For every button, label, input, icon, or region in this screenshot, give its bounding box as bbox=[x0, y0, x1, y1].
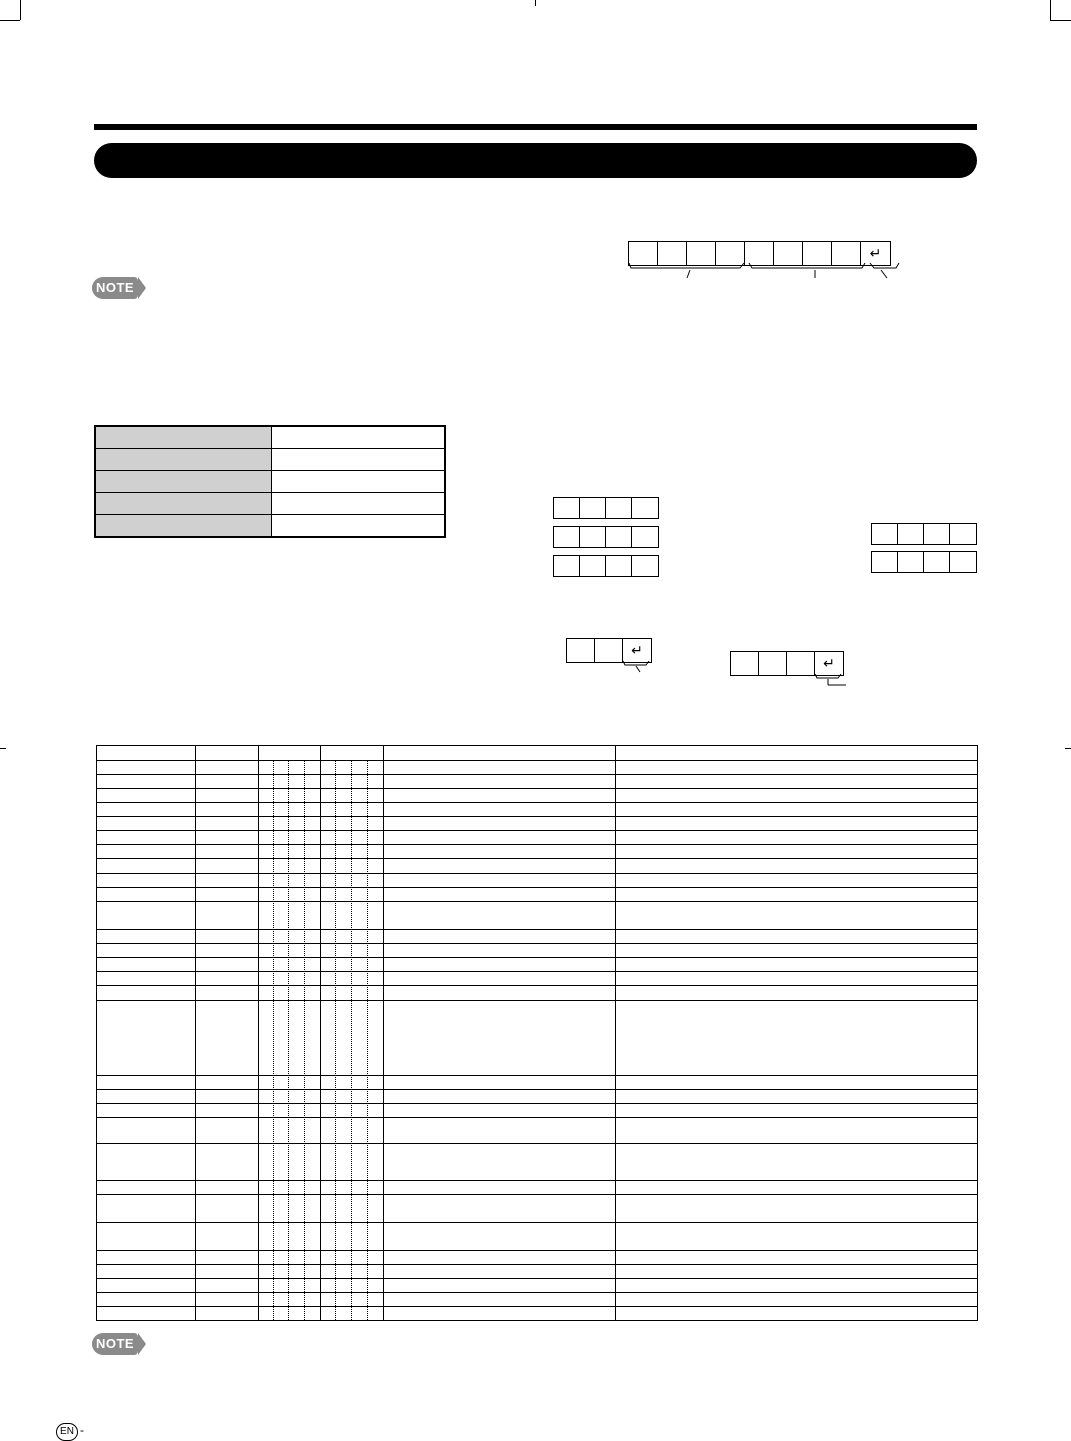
crop-mark bbox=[0, 20, 20, 21]
table-row-line bbox=[97, 774, 977, 775]
table-row-line bbox=[97, 760, 977, 761]
return-icon: ↵ bbox=[869, 245, 882, 261]
table-column-line bbox=[195, 746, 196, 1320]
crop-mark bbox=[535, 0, 536, 6]
crop-mark bbox=[0, 748, 6, 749]
table-row-line bbox=[97, 1292, 977, 1293]
table-row bbox=[95, 493, 445, 515]
return-icon: ↵ bbox=[823, 655, 835, 671]
table-subcolumn-line bbox=[351, 760, 352, 1320]
response-code-cells bbox=[553, 497, 659, 519]
table-row-line bbox=[97, 943, 977, 944]
table-row-line bbox=[97, 1103, 977, 1104]
response-code-cells bbox=[553, 526, 659, 548]
section-title-bar bbox=[94, 143, 977, 178]
table-column-line bbox=[383, 746, 384, 1320]
command-format-braces bbox=[626, 262, 906, 282]
note-badge: NOTE bbox=[92, 1333, 138, 1355]
table-column-line bbox=[258, 746, 259, 1320]
table-row-line bbox=[97, 858, 977, 859]
table-row-line bbox=[97, 844, 977, 845]
crop-mark bbox=[20, 0, 21, 20]
table-column-line bbox=[615, 746, 616, 1320]
table-subcolumn-line bbox=[288, 760, 289, 1320]
crop-mark bbox=[1050, 0, 1051, 20]
table-subcolumn-line bbox=[335, 760, 336, 1320]
table-row-line bbox=[97, 830, 977, 831]
table-row-line bbox=[97, 816, 977, 817]
table-row-line bbox=[97, 887, 977, 888]
table-row-line bbox=[97, 1117, 977, 1118]
table-row-line bbox=[97, 1089, 977, 1090]
table-row-line bbox=[97, 1250, 977, 1251]
table-row bbox=[95, 515, 445, 538]
crop-mark bbox=[1050, 20, 1071, 21]
table-column-line bbox=[320, 746, 321, 1320]
table-row-line bbox=[97, 1143, 977, 1144]
table-subcolumn-line bbox=[304, 760, 305, 1320]
table-row bbox=[95, 471, 445, 493]
table-subcolumn-line bbox=[273, 760, 274, 1320]
communication-settings-table bbox=[94, 425, 446, 538]
table-row-line bbox=[97, 1222, 977, 1223]
table-row-line bbox=[97, 1075, 977, 1076]
page-number-dash: - bbox=[80, 1423, 84, 1437]
table-row-line bbox=[97, 1194, 977, 1195]
table-row-line bbox=[97, 901, 977, 902]
note-badge: NOTE bbox=[92, 277, 138, 299]
table-row-line bbox=[97, 929, 977, 930]
crop-mark bbox=[1065, 748, 1071, 749]
table-row-line bbox=[97, 1264, 977, 1265]
table-row bbox=[95, 426, 445, 449]
return-code-brace bbox=[620, 660, 660, 674]
return-icon: ↵ bbox=[631, 642, 643, 658]
response-code-cells bbox=[871, 523, 977, 545]
table-row-line bbox=[97, 1278, 977, 1279]
table-row-line bbox=[97, 873, 977, 874]
response-code-cells bbox=[553, 555, 659, 577]
table-row-line bbox=[97, 1000, 977, 1001]
table-row-line bbox=[97, 985, 977, 986]
table-row-line bbox=[97, 802, 977, 803]
table-row-line bbox=[97, 957, 977, 958]
language-badge: EN bbox=[56, 1423, 78, 1441]
table-row-line bbox=[97, 788, 977, 789]
command-table bbox=[96, 745, 978, 1321]
table-row-line bbox=[97, 971, 977, 972]
header-rule bbox=[94, 124, 977, 130]
return-code-brace bbox=[812, 673, 852, 689]
table-row-line bbox=[97, 1306, 977, 1307]
response-code-cells bbox=[871, 551, 977, 573]
table-row bbox=[95, 449, 445, 471]
table-subcolumn-line bbox=[367, 760, 368, 1320]
table-row-line bbox=[97, 1180, 977, 1181]
